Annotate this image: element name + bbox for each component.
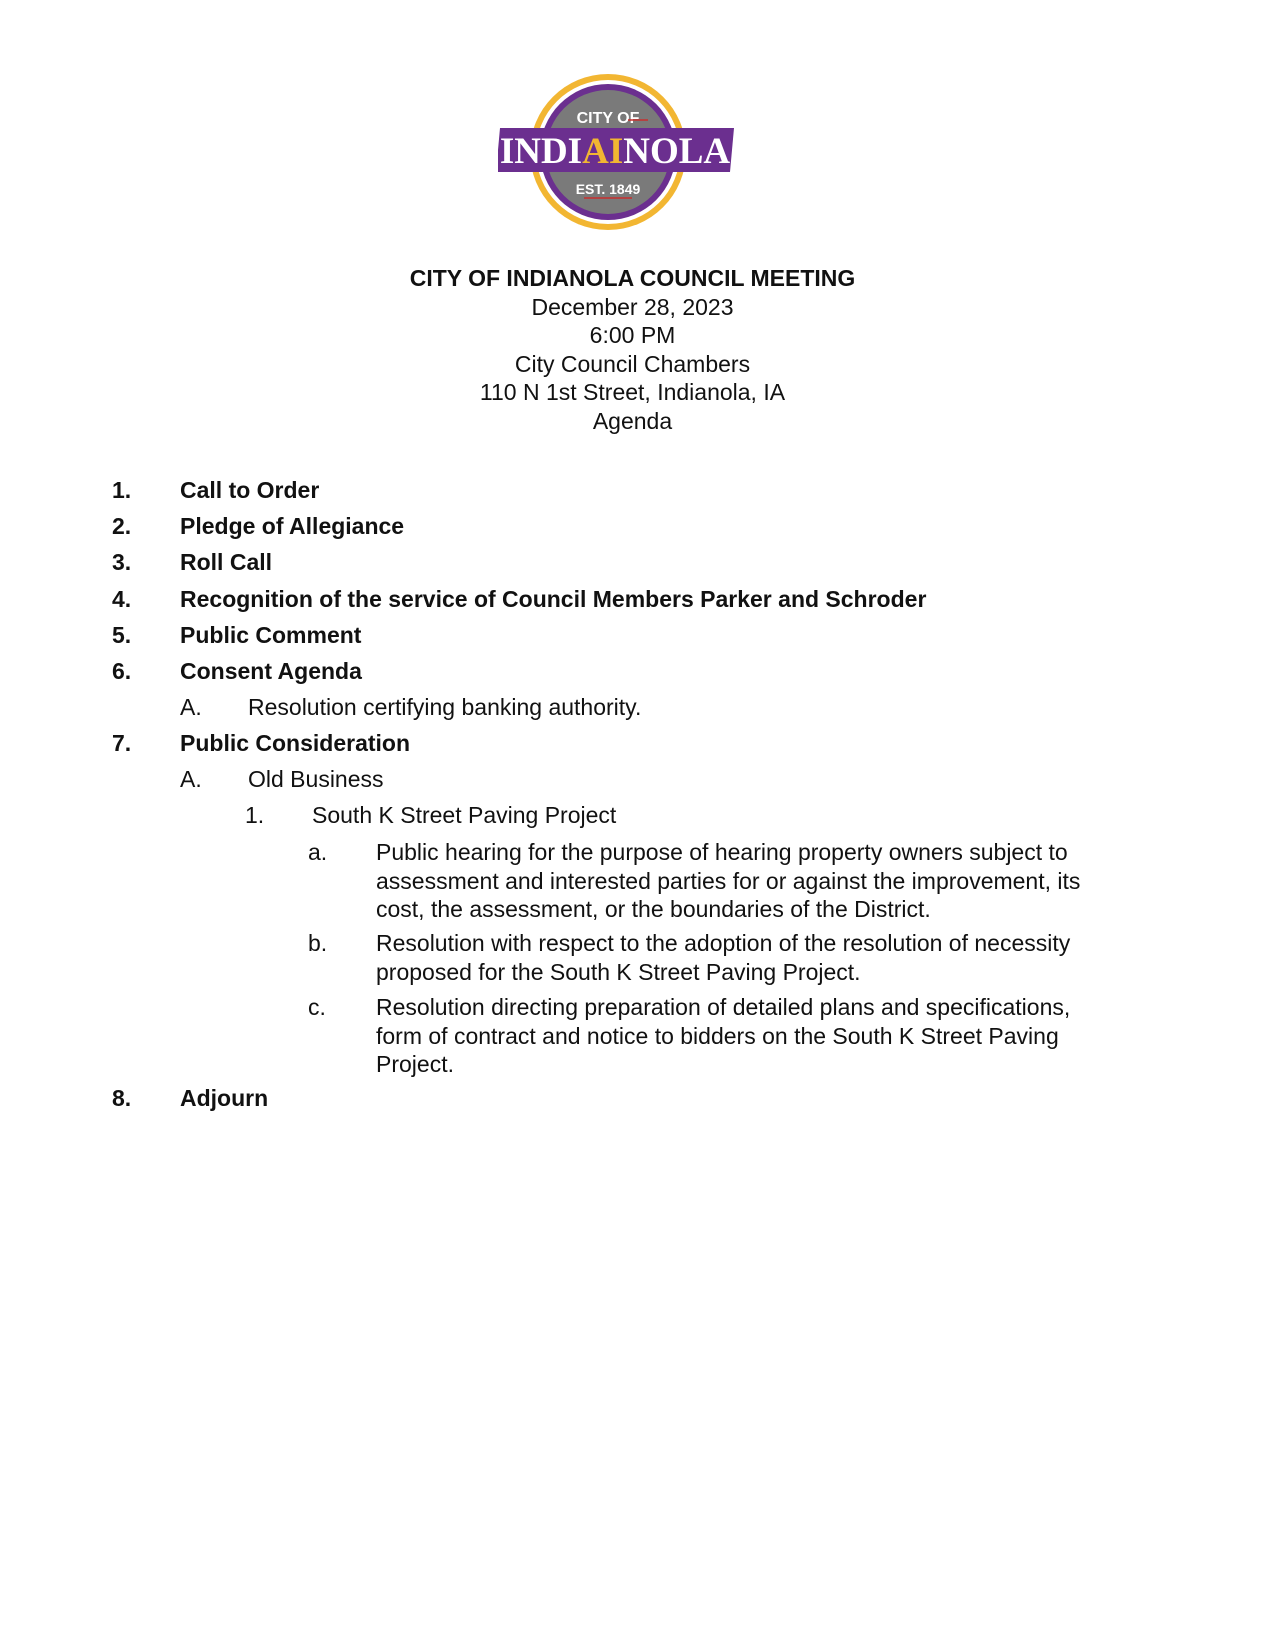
detail-letter: a. (308, 839, 328, 865)
logo-top-text: CITY OF (576, 110, 640, 127)
agenda-item-number: 5. (112, 622, 132, 648)
subitem-letter: A. (180, 766, 202, 792)
document-type: Agenda (592, 407, 673, 434)
meeting-title: CITY OF INDIANOLA COUNCIL MEETING (409, 265, 856, 291)
agenda-item-label: Public Comment (180, 622, 362, 648)
subitem-text: Resolution certifying banking authority. (248, 694, 642, 720)
agenda-item-label: Recognition of the service of Council Members Parker and Schroder (180, 586, 927, 612)
logo-name: INDIAINOLA (499, 131, 731, 172)
meeting-address: 110 N 1st Street, Indianola, IA (479, 379, 786, 405)
agenda-item-label: Roll Call (180, 549, 273, 575)
meeting-location: City Council Chambers (514, 350, 751, 377)
detail-letter: b. (308, 930, 328, 956)
detail-letter: c. (308, 994, 326, 1020)
agenda-item-number: 3. (112, 549, 132, 575)
logo-bottom-text: EST. 1849 (575, 181, 641, 197)
meeting-time: 6:00 PM (589, 322, 676, 348)
agenda-item-number: 8. (112, 1085, 132, 1111)
agenda-item-number: 4. (112, 586, 132, 612)
detail-text: Resolution with respect to the adoption of the resolution of necessity proposed for the South K Street Paving Project. (376, 930, 1071, 985)
agenda-item-number: 7. (112, 730, 132, 756)
agenda-item-number: 1. (112, 477, 132, 503)
detail-text: Resolution directing preparation of detailed plans and specifications, form of contract and notice to bidders on the South K Street Paving Project. (376, 994, 1071, 1077)
subitem-number: 1. (245, 802, 265, 828)
agenda-item-label: Consent Agenda (180, 658, 362, 684)
agenda-item-label: Adjourn (180, 1085, 269, 1111)
meeting-date: December 28, 2023 (531, 293, 734, 320)
subitem-letter: A. (180, 694, 202, 720)
subitem-text: South K Street Paving Project (312, 802, 617, 828)
subitem-text: Old Business (248, 766, 384, 792)
agenda-item-label: Pledge of Allegiance (180, 513, 405, 539)
agenda-item-label: Public Consideration (180, 730, 411, 756)
detail-text: Public hearing for the purpose of hearing property owners subject to assessment and interested parties for or against the improvement, its cost, the assessment, or the boundaries of the District. (376, 839, 1081, 922)
agenda-item-number: 6. (112, 658, 132, 684)
agenda-item-label: Call to Order (180, 477, 320, 503)
agenda-item-number: 2. (112, 513, 132, 539)
